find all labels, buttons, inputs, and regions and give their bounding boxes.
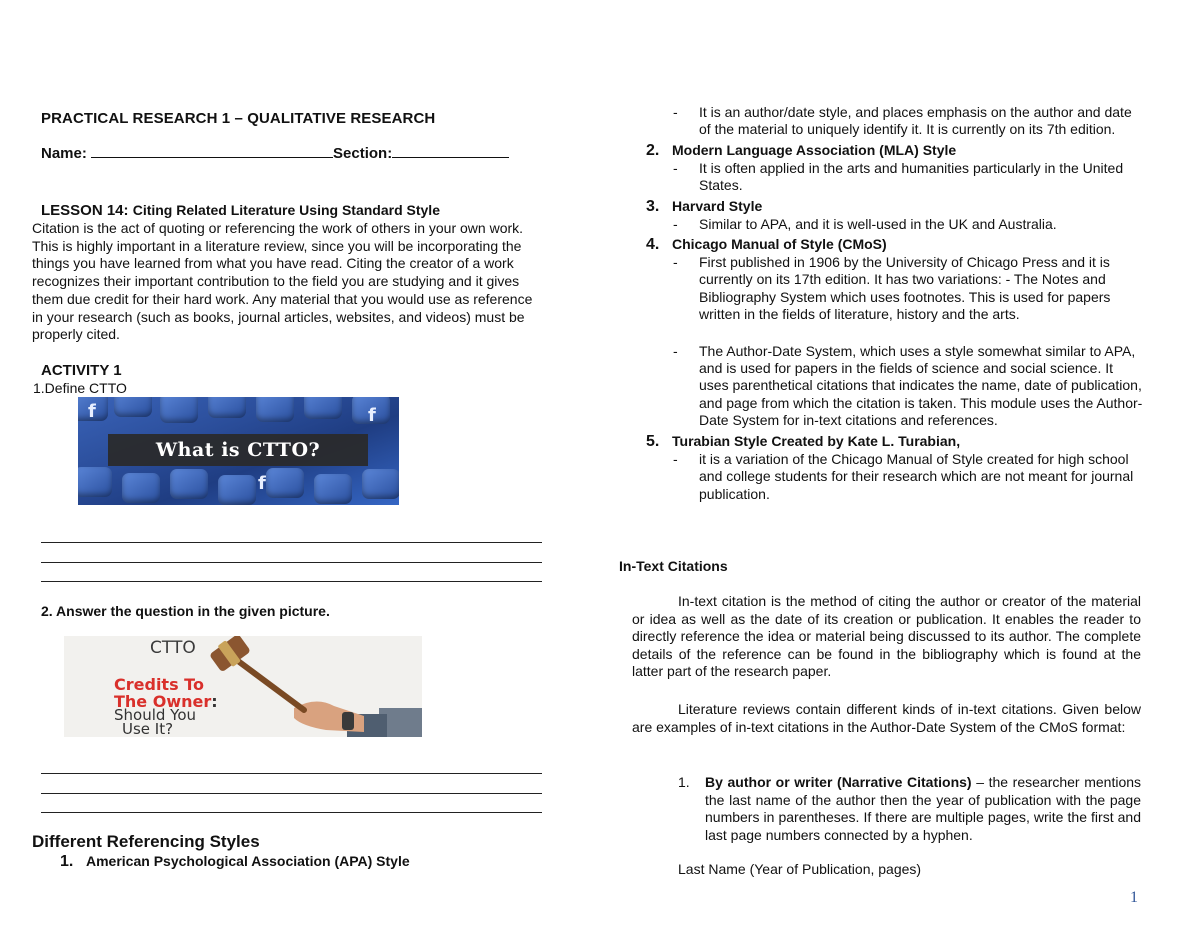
answer-line[interactable] — [41, 542, 542, 543]
image-question-text: Should You Use It? — [114, 706, 197, 737]
answer-line[interactable] — [41, 812, 542, 813]
answer-line[interactable] — [41, 773, 542, 774]
page-number: 1 — [1130, 889, 1138, 906]
harvard-bullet: - Similar to APA, and it is well-used in the UK and Australia. — [673, 215, 1057, 232]
intext-paragraph-1: In-text citation is the method of citing the author or creator of the material or idea as well as the date of its creation or publication. It enables the reader to directly reference the idea or material being discussed to its author. The complete details of the reference can be found in the bibliography which is found at the latter part of the research paper. — [632, 593, 1141, 680]
style-item-mla: 2. Modern Language Association (MLA) Style — [646, 141, 957, 159]
lesson-subtitle: Citing Related Literature Using Standard Style — [132, 202, 440, 218]
ctto-credits-image — [64, 636, 422, 737]
facebook-icon: f — [258, 473, 266, 494]
intext-paragraph-2: Literature reviews contain different kinds of in-text citations. Given below are examples of in-text citations in the Author-Date System of the CMoS format: — [632, 701, 1141, 735]
answer-line[interactable] — [41, 793, 542, 794]
name-blank[interactable] — [91, 143, 333, 158]
ctto-question-image — [78, 397, 399, 505]
facebook-icon: f — [88, 401, 96, 422]
facebook-icon: f — [368, 405, 376, 426]
activity-title: ACTIVITY 1 — [41, 362, 122, 379]
apa-bullet: - It is an author/date style, and places emphasis on the author and date of the material to uniquely identify it. It is currently on its 7th edition. — [673, 104, 1132, 138]
style-item-apa: 1. American Psychological Association (APA) Style — [60, 853, 410, 870]
image-ctto-label: CTTO — [150, 638, 196, 658]
turabian-bullet: - it is a variation of the Chicago Manual of Style created for high school and college students for their research which are not meant for journal publication. — [673, 450, 1134, 502]
cmos-bullet-notes: - First published in 1906 by the University of Chicago Press and it is currently on its 17th edition. It has two variations: - The Notes and Bibliography System which uses footnotes. This is used for papers written in the fields of literature, history and the arts. — [673, 254, 1111, 323]
mla-bullet: - It is often applied in the arts and humanities particularly in the United States. — [673, 159, 1124, 194]
lesson-intro: Citation is the act of quoting or referencing the work of others in your own work. This is highly important in a literature review, since you will be incorporating the things you have learned from what you have read. Citing the creator of a work recognizes their important contribution to the field you are studying and it gives them due credit for their hard work. Any material that you would use as reference in your research (such as books, journal articles, websites, and videos) must be properly cited. — [32, 220, 533, 343]
answer-line[interactable] — [41, 562, 542, 563]
lesson-label: LESSON 14: — [41, 202, 129, 219]
name-section-row — [41, 143, 509, 162]
section-blank[interactable] — [392, 143, 509, 158]
section-label: Section: — [333, 145, 393, 162]
intext-heading: In-Text Citations — [619, 558, 728, 574]
styles-list-continued — [646, 104, 1143, 503]
lesson-heading — [41, 202, 440, 219]
cmos-bullet-author-date: - The Author-Date System, which uses a style somewhat similar to APA, and is used for papers in the fields of science and social science. It uses parenthetical citations that indicates the name, date of publication, and page from which the citation is taken. This module uses the Author-Date System for in-text citations and references. — [673, 342, 1143, 429]
style-item-cmos: 4. Chicago Manual of Style (CMoS) — [646, 236, 887, 254]
image-caption: What is CTTO? — [155, 439, 321, 461]
style-item-harvard: 3. Harvard Style — [646, 197, 763, 215]
style-item-turabian: 5. Turabian Style Created by Kate L. Turabian, — [646, 432, 961, 450]
name-label: Name: — [41, 145, 87, 162]
question-1: 1.Define CTTO — [33, 380, 127, 396]
image-credits-text: Credits To The Owner: — [114, 675, 218, 711]
styles-heading: Different Referencing Styles — [32, 832, 260, 851]
question-2: 2. Answer the question in the given picture. — [41, 603, 330, 619]
intext-item-narrative: 1. By author or writer (Narrative Citations) – the researcher mentions the last name of the author then the year of publication with the page numbers in parentheses. If there are multiple pages, write the first and last page numbers connected by a hyphen. — [678, 774, 1142, 843]
citation-format: Last Name (Year of Publication, pages) — [678, 861, 922, 877]
answer-line[interactable] — [41, 581, 542, 582]
document-title: PRACTICAL RESEARCH 1 – QUALITATIVE RESEARCH — [41, 110, 436, 127]
